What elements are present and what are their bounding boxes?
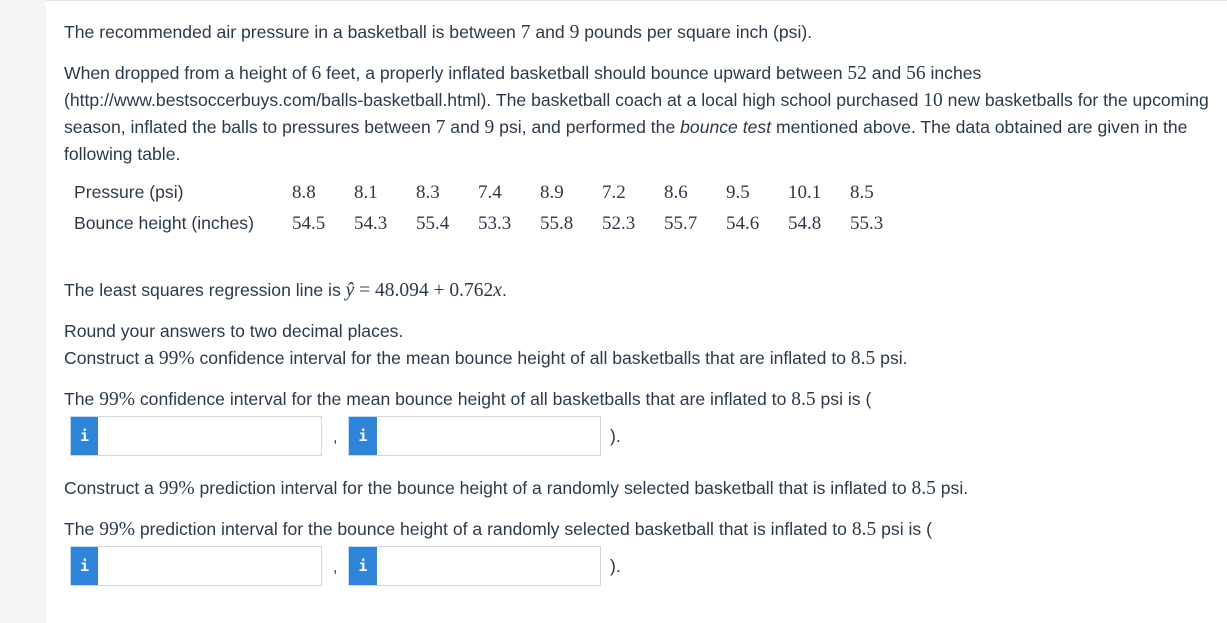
closing-paren: ). <box>610 426 621 446</box>
separator-comma: , <box>333 429 338 446</box>
rounding-instruction: Round your answers to two decimal places. <box>64 321 404 341</box>
table-cell: 8.8 <box>292 182 316 203</box>
table-cell: 54.5 <box>292 213 326 234</box>
table-cell: 8.1 <box>354 182 378 203</box>
table-cell: 54.6 <box>726 213 760 234</box>
table-cell: 54.8 <box>788 213 822 234</box>
q1-upper-bound-input[interactable] <box>377 417 600 455</box>
q1-instruction: Construct a 99% confidence interval for the mean bounce height of all basketballs that are inflated to 8.5 psi. <box>64 348 908 369</box>
table-cell: 7.2 <box>602 182 626 203</box>
table-cell: 52.3 <box>602 213 636 234</box>
table-cell: 55.7 <box>664 213 698 234</box>
table-cell: 8.6 <box>664 182 688 203</box>
separator-comma: , <box>333 559 338 576</box>
info-icon[interactable]: i <box>71 417 98 455</box>
question-panel <box>46 0 1227 623</box>
table-row-bounce <box>64 208 912 239</box>
table-cell: 10.1 <box>788 182 822 203</box>
table-row-pressure <box>64 177 912 208</box>
table-cell: 55.8 <box>540 213 574 234</box>
intro-text: The recommended air pressure in a basketball is between 7 and 9 pounds per square inch (psi). <box>64 22 813 43</box>
table-cell: 8.9 <box>540 182 564 203</box>
q2-lower-bound-input[interactable] <box>98 547 321 585</box>
q2-interval-inputs <box>64 546 1214 590</box>
q1-lower-bound-input[interactable] <box>98 417 321 455</box>
q1-lower-bound-box <box>70 416 322 456</box>
table-cell: 55.3 <box>850 213 884 234</box>
q1-answer-prompt: The 99% confidence interval for the mean bounce height of all basketballs that are inflated to 8.5 psi is ( <box>64 389 872 410</box>
table-cell: 8.3 <box>416 182 440 203</box>
q2-upper-bound-input[interactable] <box>377 547 600 585</box>
table-cell: 7.4 <box>478 182 502 203</box>
q2-upper-bound-box <box>348 546 601 586</box>
info-icon[interactable]: i <box>349 417 377 455</box>
q2-answer-prompt: The 99% prediction interval for the bounce height of a randomly selected basketball that is inflated to 8.5 psi is ( <box>64 519 932 540</box>
q2-lower-bound-box <box>70 546 322 586</box>
info-icon[interactable]: i <box>349 547 377 585</box>
question-content <box>64 19 1214 590</box>
q1-upper-bound-box <box>348 416 601 456</box>
q2-instruction: Construct a 99% prediction interval for the bounce height of a randomly selected basketball that is inflated to 8.5 psi. <box>64 478 969 499</box>
table-cell: 9.5 <box>726 182 750 203</box>
table-cell: 8.5 <box>850 182 874 203</box>
table-cell: 54.3 <box>354 213 388 234</box>
closing-paren: ). <box>610 556 621 576</box>
info-icon[interactable]: i <box>71 547 98 585</box>
q1-interval-inputs <box>64 416 1214 460</box>
row-label-pressure: Pressure (psi) <box>74 182 184 202</box>
context-paragraph: When dropped from a height of 6 feet, a properly inflated basketball should bounce upward between 52 and 56 inches (http://www.bestsoccerbuys.com/balls-basketball.html). The basketball coach at a local high school purchased 10 new basketballs for the upcoming season, inflated the balls to pressures between 7 and 9 psi, and performed the bounce test mentioned above. The data obtained are given in the following table. <box>64 63 1209 164</box>
row-label-bounce: Bounce height (inches) <box>74 213 254 233</box>
regression-line-text: The least squares regression line is ŷ = 48.094 + 0.762x. <box>64 280 507 301</box>
data-table <box>64 177 912 239</box>
table-cell: 53.3 <box>478 213 512 234</box>
table-cell: 55.4 <box>416 213 450 234</box>
